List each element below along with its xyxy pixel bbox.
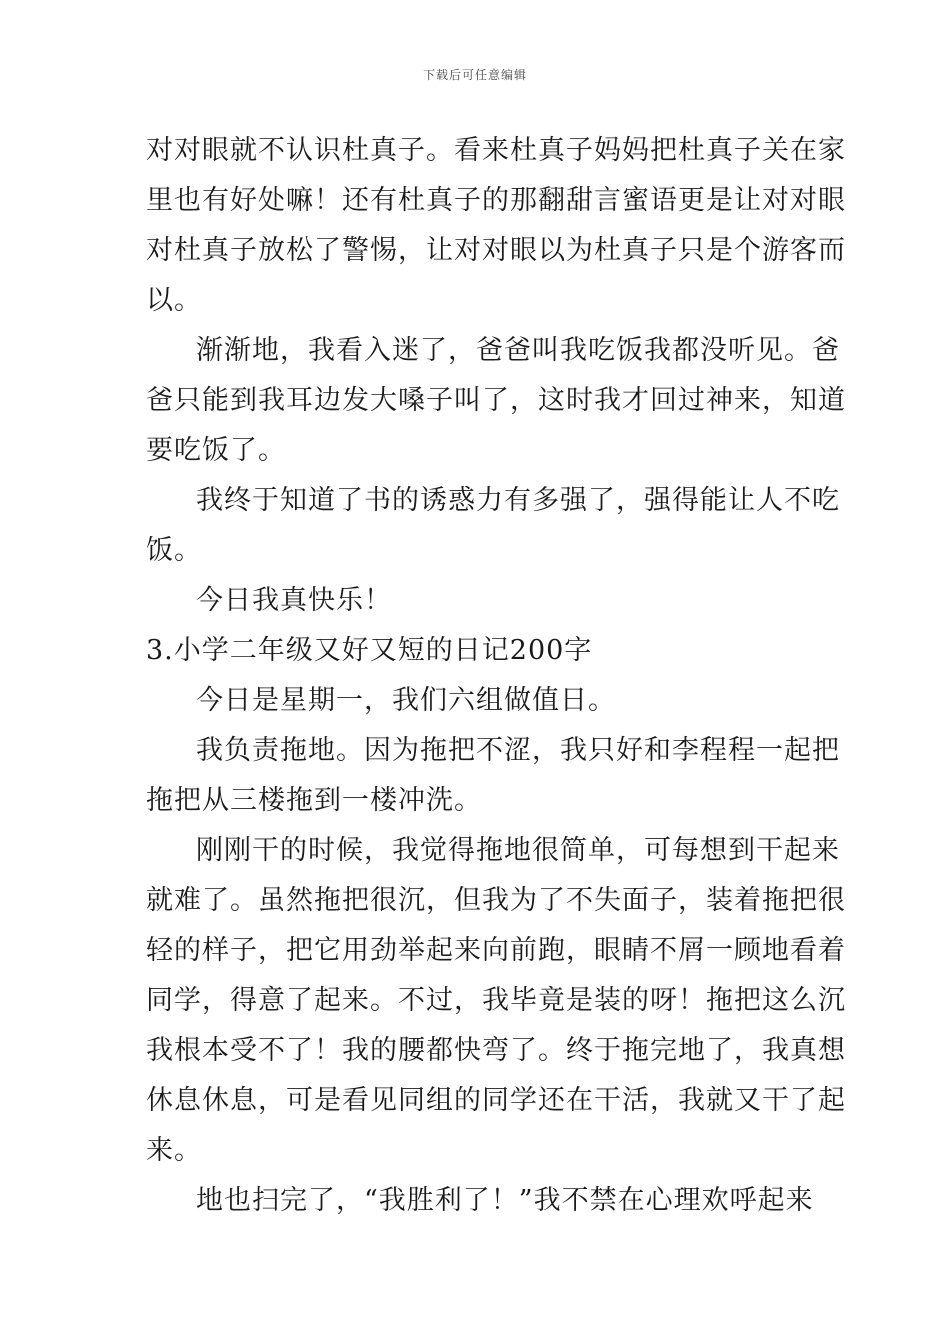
paragraph-start-line: 今日我真快乐！ (196, 585, 392, 616)
body-line: 饭。 (146, 535, 202, 566)
body-line: 同学，得意了起来。不过，我毕竟是装的呀！拖把这么沉 (146, 985, 846, 1016)
body-line: 休息休息，可是看见同组的同学还在干活，我就又干了起 (146, 1085, 846, 1116)
body-line: 爸只能到我耳边发大嗓子叫了，这时我才回过神来，知道 (146, 385, 846, 416)
body-line: 来。 (146, 1135, 202, 1166)
paragraph-start-line: 刚刚干的时候，我觉得拖地很简单，可每想到干起来 (196, 835, 840, 866)
paragraph-start-line: 我负责拖地。因为拖把不涩，我只好和李程程一起把 (196, 735, 840, 766)
body-line: 拖把从三楼拖到一楼冲洗。 (146, 785, 482, 816)
body-line: 轻的样子，把它用劲举起来向前跑，眼睛不屑一顾地看着 (146, 935, 846, 966)
paragraph-start-line: 渐渐地，我看入迷了，爸爸叫我吃饭我都没听见。爸 (196, 335, 840, 366)
body-line: 以。 (146, 285, 202, 316)
paragraph-start-line: 今日是星期一，我们六组做值日。 (196, 685, 616, 716)
paragraph-start-line: 地也扫完了，“我胜利了！”我不禁在心理欢呼起来 (196, 1185, 814, 1216)
body-line: 对杜真子放松了警惕，让对对眼以为杜真子只是个游客而 (146, 235, 846, 266)
section-heading: 3.小学二年级又好又短的日记200字 (146, 635, 593, 666)
paragraph-start-line: 我终于知道了书的诱惑力有多强了，强得能让人不吃 (196, 485, 840, 516)
body-line: 我根本受不了！我的腰都快弯了。终于拖完地了，我真想 (146, 1035, 846, 1066)
body-line: 就难了。虽然拖把很沉，但我为了不失面子，装着拖把很 (146, 885, 846, 916)
page-header: 下载后可任意编辑 (422, 68, 527, 82)
body-line: 要吃饭了。 (146, 435, 286, 466)
body-line: 里也有好处嘛！还有杜真子的那翻甜言蜜语更是让对对眼 (146, 185, 846, 216)
body-line: 对对眼就不认识杜真子。看来杜真子妈妈把杜真子关在家 (146, 135, 846, 166)
